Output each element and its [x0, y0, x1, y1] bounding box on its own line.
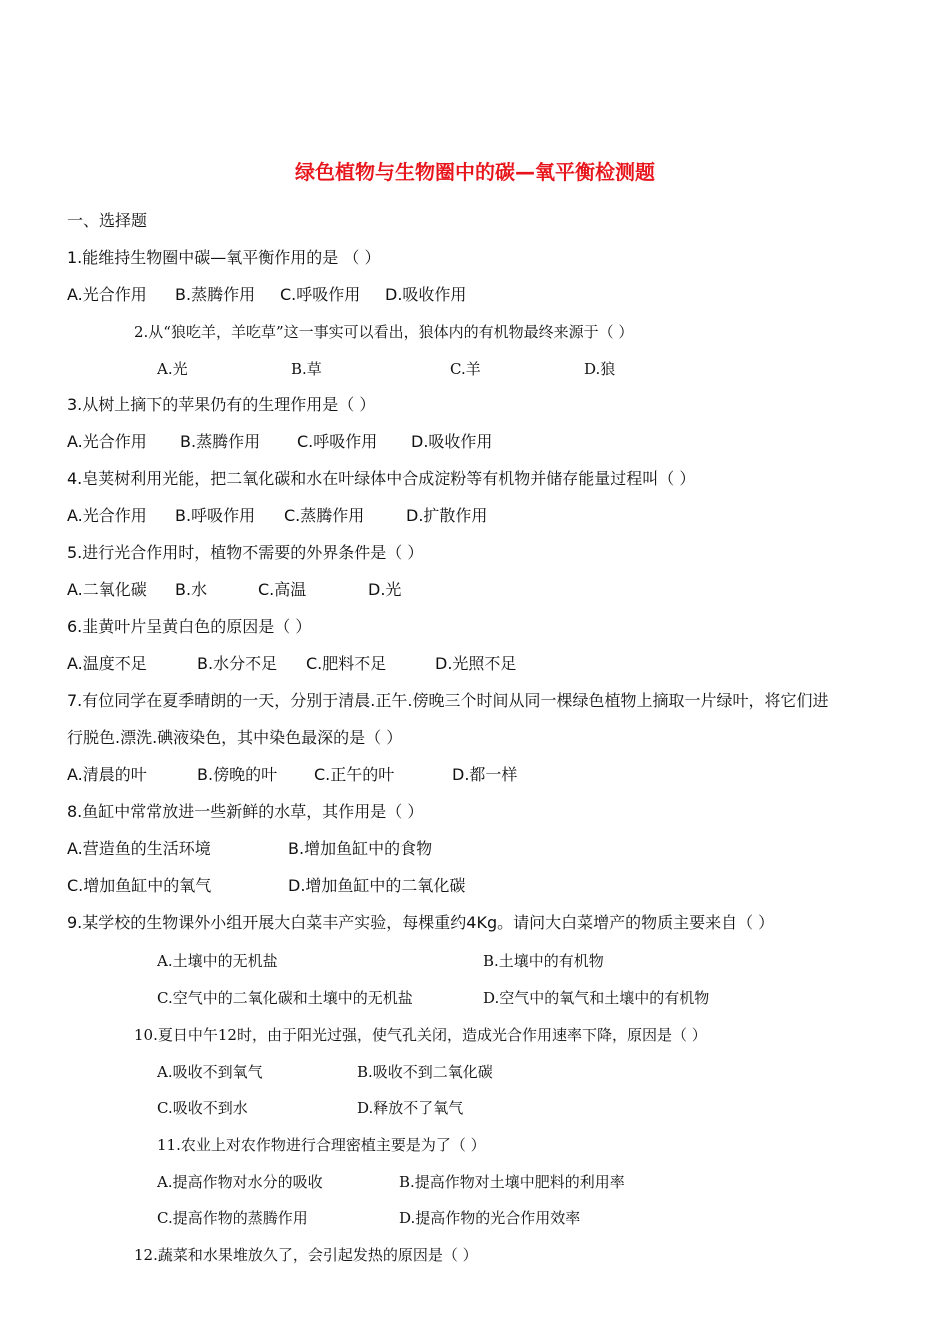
option-c: C.呼吸作用: [297, 432, 378, 451]
option-d: D.光照不足: [435, 654, 517, 673]
option-a: A.光合作用: [67, 506, 147, 525]
page-title: 绿色植物与生物圈中的碳—氧平衡检测题: [295, 160, 655, 184]
option-b: B.傍晚的叶: [197, 765, 278, 784]
option-c: C.提高作物的蒸腾作用: [157, 1209, 308, 1227]
option-c: C.增加鱼缸中的氧气: [67, 876, 212, 895]
option-a: A.二氧化碳: [67, 580, 147, 599]
question-4-stem: 4.皂荚树利用光能，把二氧化碳和水在叶绿体中合成淀粉等有机物并储存能量过程叫（ ）: [67, 469, 696, 488]
question-6-stem: 6.韭黄叶片呈黄白色的原因是（ ）: [67, 617, 312, 636]
option-a: A.光: [157, 360, 188, 378]
question-3-stem: 3.从树上摘下的苹果仍有的生理作用是（ ）: [67, 395, 376, 414]
option-a: A.光合作用: [67, 285, 147, 304]
option-d: D.吸收作用: [385, 285, 467, 304]
option-a: A.温度不足: [67, 654, 147, 673]
question-5-stem: 5.进行光合作用时，植物不需要的外界条件是（ ）: [67, 543, 424, 562]
option-d: D.增加鱼缸中的二氧化碳: [288, 876, 466, 895]
question-7-stem: 7.有位同学在夏季晴朗的一天，分别于清晨.正午.傍晚三个时间从同一棵绿色植物上摘取一片绿叶，将它们进: [67, 691, 829, 710]
option-d: D.提高作物的光合作用效率: [399, 1209, 581, 1227]
option-d: D.扩散作用: [406, 506, 488, 525]
option-a: A.土壤中的无机盐: [157, 952, 278, 970]
option-b: B.水分不足: [197, 654, 278, 673]
option-a: A.吸收不到氧气: [157, 1063, 263, 1081]
option-c: C.呼吸作用: [280, 285, 361, 304]
option-a: A.营造鱼的生活环境: [67, 839, 211, 858]
option-b: B.增加鱼缸中的食物: [288, 839, 433, 858]
option-d: D.都一样: [452, 765, 518, 784]
option-c: C.高温: [258, 580, 307, 599]
option-d: D.光: [368, 580, 402, 599]
option-b: B.吸收不到二氧化碳: [357, 1063, 493, 1081]
option-b: B.蒸腾作用: [180, 432, 261, 451]
option-c: C.肥料不足: [306, 654, 387, 673]
option-c: C.空气中的二氧化碳和土壤中的无机盐: [157, 989, 413, 1007]
option-a: A.清晨的叶: [67, 765, 147, 784]
question-1-stem: 1.能维持生物圈中碳—氧平衡作用的是 （ ）: [67, 248, 381, 267]
option-b: B.蒸腾作用: [175, 285, 256, 304]
question-8-stem: 8.鱼缸中常常放进一些新鲜的水草，其作用是（ ）: [67, 802, 424, 821]
question-10-stem: 10.夏日中午12时，由于阳光过强，使气孔关闭，造成光合作用速率下降，原因是（ ）: [134, 1026, 707, 1044]
option-b: B.土壤中的有机物: [483, 952, 604, 970]
question-9-stem: 9.某学校的生物课外小组开展大白菜丰产实验，每棵重约4Kg。请问大白菜增产的物质主要来自（ ）: [67, 913, 775, 932]
question-11-stem: 11.农业上对农作物进行合理密植主要是为了（ ）: [157, 1136, 486, 1154]
option-b: B.呼吸作用: [175, 506, 256, 525]
option-b: B.提高作物对土壤中肥料的利用率: [399, 1173, 625, 1191]
option-d: D.吸收作用: [411, 432, 493, 451]
option-c: C.羊: [450, 360, 481, 378]
option-d: D.空气中的氧气和土壤中的有机物: [483, 989, 710, 1007]
option-d: D.狼: [584, 360, 616, 378]
option-c: C.吸收不到水: [157, 1099, 248, 1117]
question-2-stem: 2.从“狼吃羊，羊吃草”这一事实可以看出，狼体内的有机物最终来源于（ ）: [134, 323, 634, 341]
option-b: B.水: [175, 580, 208, 599]
option-c: C.蒸腾作用: [284, 506, 365, 525]
option-c: C.正午的叶: [314, 765, 395, 784]
option-b: B.草: [291, 360, 322, 378]
section-heading: 一、选择题: [67, 211, 148, 230]
option-d: D.释放不了氧气: [357, 1099, 464, 1117]
option-a: A.提高作物对水分的吸收: [157, 1173, 323, 1191]
question-7-stem-continued: 行脱色.漂洗.碘液染色，其中染色最深的是（ ）: [67, 728, 403, 747]
option-a: A.光合作用: [67, 432, 147, 451]
question-12-stem: 12.蔬菜和水果堆放久了，会引起发热的原因是（ ）: [134, 1246, 478, 1264]
